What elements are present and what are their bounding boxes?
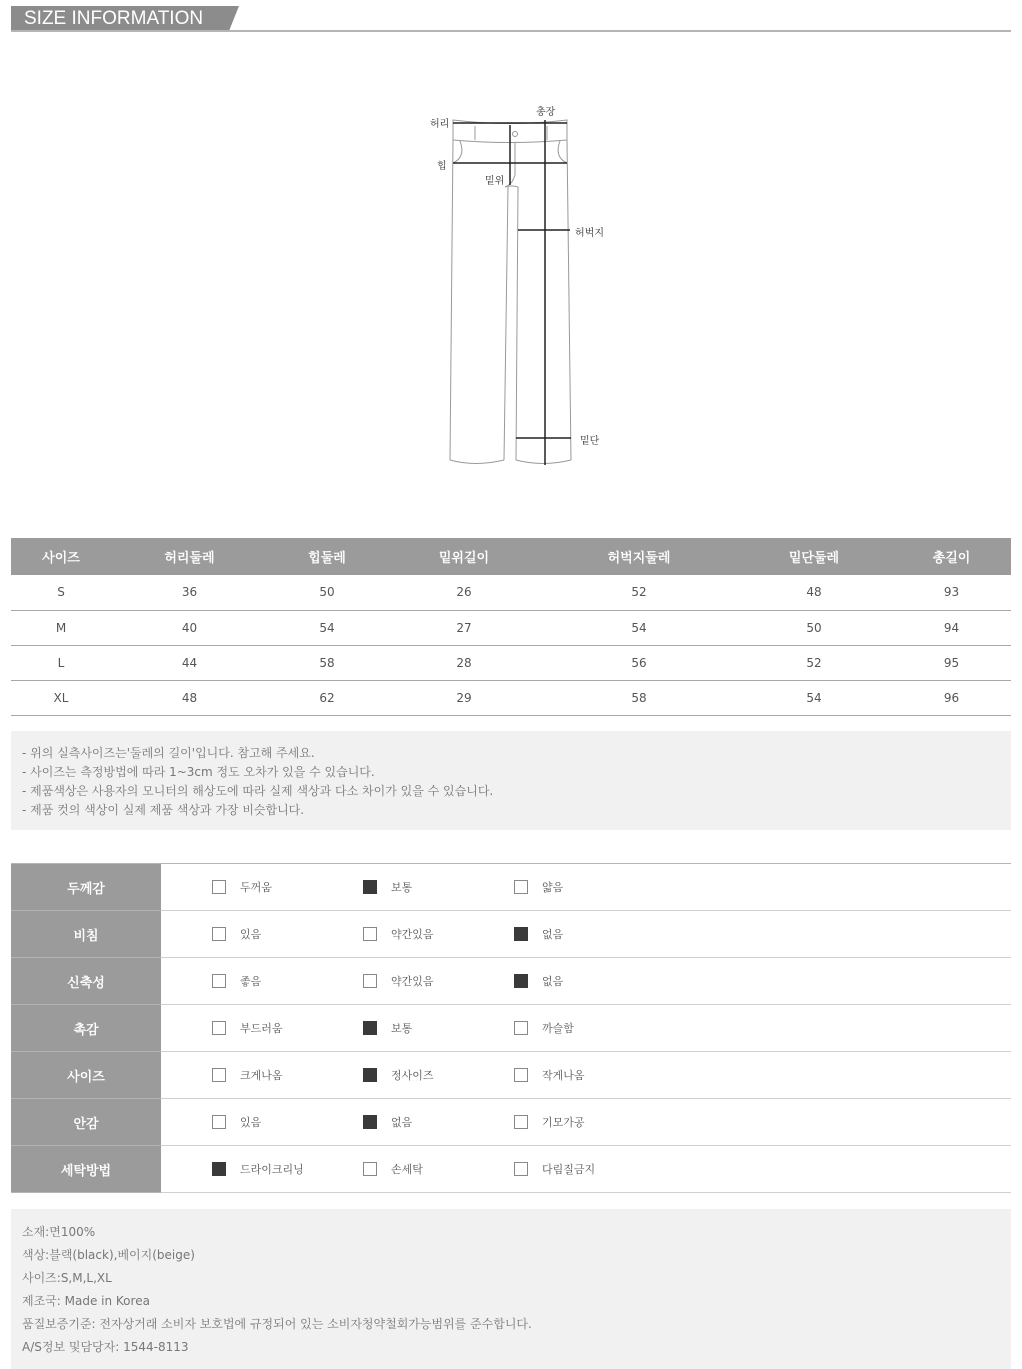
info-line: 사이즈:S,M,L,XL [22, 1271, 112, 1285]
table-cell: 26 [386, 575, 542, 610]
table-cell: 54 [268, 610, 386, 645]
table-cell: 95 [892, 645, 1011, 680]
attribute-option [514, 1161, 595, 1177]
attribute-option [212, 1161, 304, 1177]
info-line: A/S정보 및담당자: 1544-8113 [22, 1340, 189, 1354]
attribute-row [11, 958, 1011, 1005]
attribute-options [161, 1146, 1011, 1193]
checked-box-icon [363, 880, 377, 894]
unchecked-box-icon [212, 927, 226, 941]
attribute-options [161, 911, 1011, 958]
unchecked-box-icon [514, 880, 528, 894]
column-header: 밑단둘레 [736, 538, 892, 575]
attribute-row [11, 1052, 1011, 1099]
attribute-option [363, 1161, 423, 1177]
table-cell: 54 [542, 610, 736, 645]
table-cell: 58 [542, 680, 736, 715]
option-label: 있음 [240, 1116, 262, 1129]
label-waist: 허리 [430, 119, 450, 130]
option-label: 부드러움 [240, 1022, 283, 1035]
attribute-name: 안감 [11, 1099, 161, 1146]
option-label: 까슬함 [542, 1022, 574, 1035]
attribute-options [161, 1099, 1011, 1146]
column-header: 허벅지둘레 [542, 538, 736, 575]
attribute-option [363, 1020, 412, 1036]
unchecked-box-icon [212, 974, 226, 988]
attribute-option [363, 973, 434, 989]
option-label: 두꺼움 [240, 881, 272, 894]
attribute-option [514, 926, 563, 942]
attribute-options [161, 1005, 1011, 1052]
column-header: 사이즈 [11, 538, 111, 575]
attribute-row [11, 911, 1011, 958]
option-label: 손세탁 [391, 1163, 423, 1176]
table-cell: 94 [892, 610, 1011, 645]
header-divider [11, 30, 1011, 32]
attribute-name: 비침 [11, 911, 161, 958]
section-title-slant [229, 6, 239, 31]
table-cell: S [11, 575, 111, 610]
attribute-row [11, 864, 1011, 911]
checked-box-icon [363, 1115, 377, 1129]
unchecked-box-icon [212, 1068, 226, 1082]
unchecked-box-icon [514, 1021, 528, 1035]
option-label: 있음 [240, 928, 262, 941]
attribute-option [212, 879, 272, 895]
unchecked-box-icon [212, 1021, 226, 1035]
label-total-length: 총장 [536, 107, 556, 118]
label-hip: 힙 [437, 161, 447, 172]
product-info [11, 1209, 1011, 1369]
checked-box-icon [514, 927, 528, 941]
note-line: - 제품색상은 사용자의 모니터의 해상도에 따라 실제 색상과 다소 차이가 있을 수 있습니다. [22, 784, 494, 798]
unchecked-box-icon [212, 880, 226, 894]
pants-illustration [400, 95, 640, 475]
attribute-row [11, 1099, 1011, 1146]
table-cell: 44 [111, 645, 268, 680]
table-cell: 93 [892, 575, 1011, 610]
option-label: 얇음 [542, 881, 564, 894]
size-notes [11, 731, 1011, 830]
option-label: 다림질금지 [542, 1163, 596, 1176]
unchecked-box-icon [363, 927, 377, 941]
checked-box-icon [514, 974, 528, 988]
option-label: 약간있음 [391, 975, 434, 988]
option-label: 크게나옴 [240, 1069, 283, 1082]
attribute-option [363, 1114, 412, 1130]
option-label: 기모가공 [542, 1116, 585, 1129]
option-label: 정사이즈 [391, 1069, 434, 1082]
section-header [11, 6, 1011, 32]
info-line: 소재:면100% [22, 1225, 96, 1239]
unchecked-box-icon [363, 1162, 377, 1176]
table-cell: 28 [386, 645, 542, 680]
checked-box-icon [212, 1162, 226, 1176]
option-label: 드라이크리닝 [240, 1163, 304, 1176]
attribute-option [212, 1067, 283, 1083]
table-cell: 40 [111, 610, 268, 645]
table-cell: 48 [736, 575, 892, 610]
attribute-row [11, 1146, 1011, 1193]
attribute-options [161, 958, 1011, 1005]
info-line: 품질보증기준: 전자상거래 소비자 보호법에 규정되어 있는 소비자청약철회가능범위를 준수합니다. [22, 1317, 532, 1331]
size-table-header [11, 538, 1011, 575]
attribute-option [212, 926, 261, 942]
option-label: 약간있음 [391, 928, 434, 941]
attribute-option [514, 973, 563, 989]
table-cell: 52 [542, 575, 736, 610]
table-cell: XL [11, 680, 111, 715]
table-cell: 27 [386, 610, 542, 645]
option-label: 보통 [391, 881, 413, 894]
info-line: 제조국: Made in Korea [22, 1294, 150, 1308]
label-rise: 밑위 [485, 176, 505, 187]
attribute-option [363, 926, 434, 942]
unchecked-box-icon [212, 1115, 226, 1129]
table-cell: 36 [111, 575, 268, 610]
attribute-option [514, 879, 563, 895]
attribute-option [514, 1020, 574, 1036]
unchecked-box-icon [514, 1068, 528, 1082]
note-line: - 사이즈는 측정방법에 따라 1~3cm 정도 오차가 있을 수 있습니다. [22, 765, 375, 779]
option-label: 없음 [542, 975, 564, 988]
label-hem: 밑단 [580, 436, 600, 447]
unchecked-box-icon [363, 974, 377, 988]
attribute-option [363, 879, 412, 895]
table-cell: 29 [386, 680, 542, 715]
table-cell: 50 [268, 575, 386, 610]
unchecked-box-icon [514, 1115, 528, 1129]
table-cell: 58 [268, 645, 386, 680]
table-cell: 50 [736, 610, 892, 645]
checked-box-icon [363, 1068, 377, 1082]
attribute-row [11, 1005, 1011, 1052]
table-cell: L [11, 645, 111, 680]
table-row [11, 610, 1011, 645]
fabric-attribute-table [11, 863, 1011, 1193]
option-label: 없음 [542, 928, 564, 941]
table-row [11, 645, 1011, 680]
attribute-name: 사이즈 [11, 1052, 161, 1099]
attribute-name: 촉감 [11, 1005, 161, 1052]
option-label: 작게나옴 [542, 1069, 585, 1082]
attribute-option [363, 1067, 434, 1083]
attribute-name: 신축성 [11, 958, 161, 1005]
table-cell: M [11, 610, 111, 645]
note-line: - 위의 실측사이즈는'둘레의 길이'입니다. 참고해 주세요. [22, 746, 315, 760]
label-thigh: 허벅지 [575, 228, 604, 239]
column-header: 밑위길이 [386, 538, 542, 575]
size-table [11, 538, 1011, 716]
option-label: 좋음 [240, 975, 262, 988]
attribute-option [212, 1020, 283, 1036]
attribute-option [212, 1114, 261, 1130]
attribute-options [161, 864, 1011, 911]
checked-box-icon [363, 1021, 377, 1035]
table-cell: 62 [268, 680, 386, 715]
attribute-option [514, 1114, 585, 1130]
option-label: 없음 [391, 1116, 413, 1129]
attribute-option [212, 973, 261, 989]
info-line: 색상:블랙(black),베이지(beige) [22, 1248, 195, 1262]
pants-diagram [400, 95, 640, 475]
note-line: - 제품 컷의 색상이 실제 제품 색상과 가장 비슷합니다. [22, 803, 305, 817]
table-cell: 54 [736, 680, 892, 715]
column-header: 허리둘레 [111, 538, 268, 575]
table-row [11, 575, 1011, 610]
table-row [11, 680, 1011, 715]
unchecked-box-icon [514, 1162, 528, 1176]
column-header: 힙둘레 [268, 538, 386, 575]
attribute-name: 두께감 [11, 864, 161, 911]
section-title: SIZE INFORMATION [11, 6, 229, 31]
attribute-name: 세탁방법 [11, 1146, 161, 1193]
column-header: 총길이 [892, 538, 1011, 575]
table-cell: 52 [736, 645, 892, 680]
option-label: 보통 [391, 1022, 413, 1035]
attribute-option [514, 1067, 585, 1083]
table-cell: 56 [542, 645, 736, 680]
table-cell: 96 [892, 680, 1011, 715]
table-cell: 48 [111, 680, 268, 715]
attribute-options [161, 1052, 1011, 1099]
